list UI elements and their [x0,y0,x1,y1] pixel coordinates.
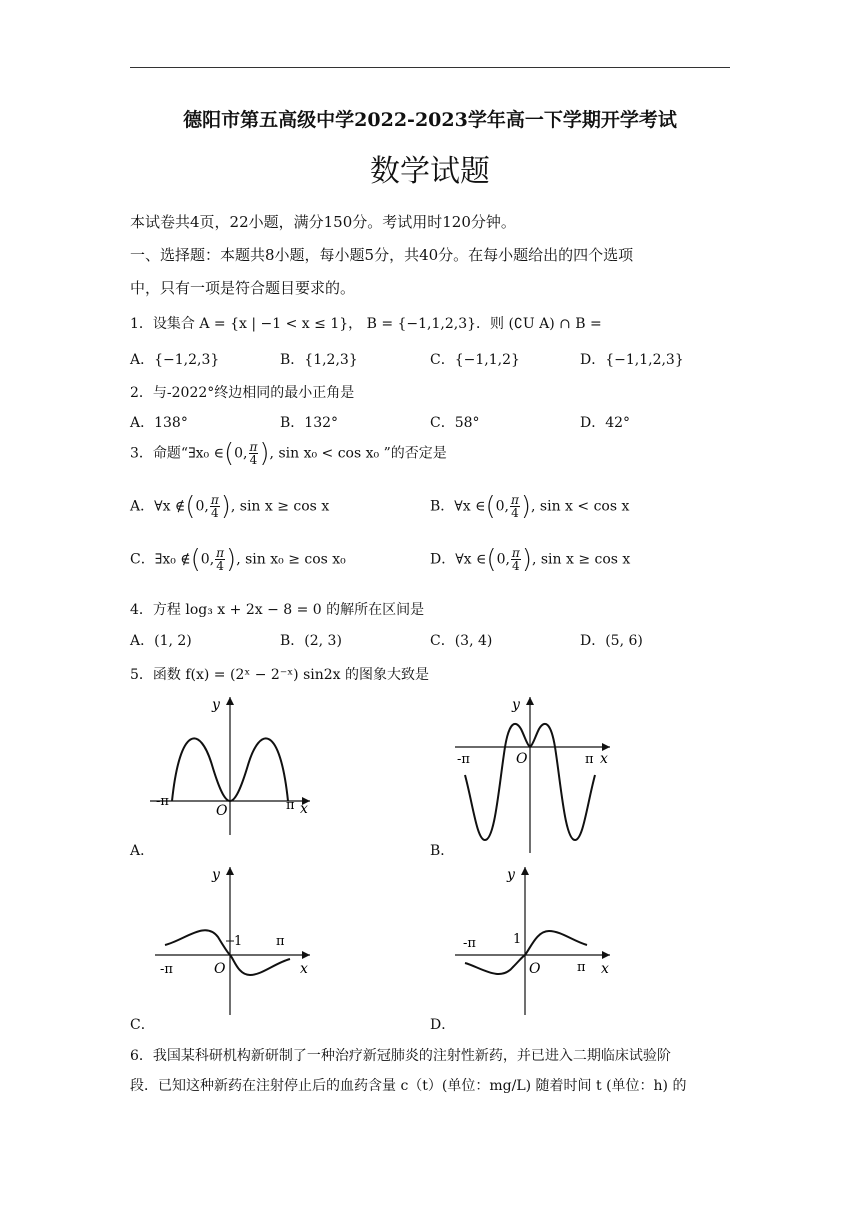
svg-text:π: π [577,960,586,975]
svg-text:-π: -π [160,962,173,977]
svg-text:O: O [214,961,226,977]
svg-text:π: π [276,934,285,949]
header-rule [130,67,730,68]
q3-option-b: B．∀x ∈(0, $\frac{\pi}{4}$ ), sin x < cos x [430,491,630,522]
q5-option-b: B． [430,843,455,859]
svg-text:x: x [601,961,609,977]
q3-option-a: A．∀x ∉(0, $\frac{\pi}{4}$ ), sin x ≥ cos x [130,491,330,522]
q4-option-d: D．(5, 6) [580,633,643,649]
q3-option-c: C．∃x₀ ∉(0, $\frac{\pi}{4}$ ), sin x₀ ≥ cos x₀ [130,544,346,575]
q5-graph-d [455,865,625,1015]
q1-option-a: A．{−1,2,3} [130,352,220,368]
q2-option-c: C．58° [430,415,480,431]
svg-text:1: 1 [234,934,243,949]
q2-stem: 2．与-2022°终边相同的最小正角是 [130,385,355,401]
q4-stem: 4．方程 log₃ x + 2x − 8 = 0 的解所在区间是 [130,602,425,618]
q3-stem: 3．命题“∃x₀ ∈(0, $\frac{\pi}{4}$ ), sin x₀ < cos x₀ ”的否定是 [130,438,447,469]
intro-text: 本试卷共4页，22小题，满分150分。考试用时120分钟。 [130,213,516,231]
q6-line1: 6．我国某科研机构新研制了一种治疗新冠肺炎的注射性新药，并已进入二期临床试验阶 [130,1048,671,1064]
q5-graph-a [150,695,320,835]
q2-option-d: D．42° [580,415,631,431]
svg-text:y: y [212,867,220,883]
svg-text:x: x [300,961,308,977]
svg-text:y: y [507,867,515,883]
exam-subtitle: 数学试题 [370,154,490,189]
q1-option-b: B．{1,2,3} [280,352,358,368]
section1-line1: 一、选择题：本题共8小题，每小题5分，共40分。在每小题给出的四个选项 [130,246,634,264]
svg-text:x: x [600,751,608,767]
q5-stem: 5．函数 f(x) = (2ˣ − 2⁻ˣ) sin2x 的图象大致是 [130,667,429,683]
q1-option-c: C．{−1,1,2} [430,352,520,368]
svg-text:-π: -π [457,752,470,767]
svg-text:1: 1 [513,932,522,947]
q3-pi: π [249,440,258,454]
q3-four: 4 [249,453,258,467]
q4-option-c: C．(3, 4) [430,633,493,649]
svg-text:O: O [516,751,528,767]
q4-option-b: B．(2, 3) [280,633,342,649]
q3-suffix: , sin x₀ < cos x₀ ”的否定是 [269,445,447,462]
exam-title: 德阳市第五高级中学2022-2023学年高一下学期开学考试 [183,109,677,131]
q2-option-a: A．138° [130,415,188,431]
svg-text:π: π [286,798,295,813]
q5-graph-c [150,865,320,1015]
q3-zero: 0, [234,445,248,462]
q6-line2: 段．已知这种新药在注射停止后的血药含量 c（t）(单位：mg/L) 随着时间 t (单位：h) 的 [130,1078,687,1094]
svg-text:y: y [512,697,520,713]
q5-graph-b [455,695,625,855]
q4-option-a: A．(1, 2) [130,633,192,649]
svg-text:y: y [212,697,220,713]
q3-option-d: D．∀x ∈(0, $\frac{\pi}{4}$ ), sin x ≥ cos x [430,544,631,575]
svg-text:O: O [216,803,228,819]
q5-option-d: D． [430,1017,456,1033]
q1-stem: 1．设集合 A = {x | −1 < x ≤ 1}， B = {−1,1,2,3}．则 (∁U A) ∩ B = [130,316,602,332]
svg-text:-π: -π [463,936,476,951]
svg-text:O: O [529,961,541,977]
svg-text:π: π [585,752,594,767]
q5-option-c: C． [130,1017,155,1033]
section1-line2: 中，只有一项是符合题目要求的。 [130,279,356,297]
q1-option-d: D．{−1,1,2,3} [580,352,684,368]
svg-text:-π: -π [156,794,169,809]
q3-prefix: 3．命题“∃x₀ ∈ [130,445,224,462]
q5-option-a: A． [130,843,155,859]
svg-text:x: x [300,801,308,817]
q2-option-b: B．132° [280,415,339,431]
